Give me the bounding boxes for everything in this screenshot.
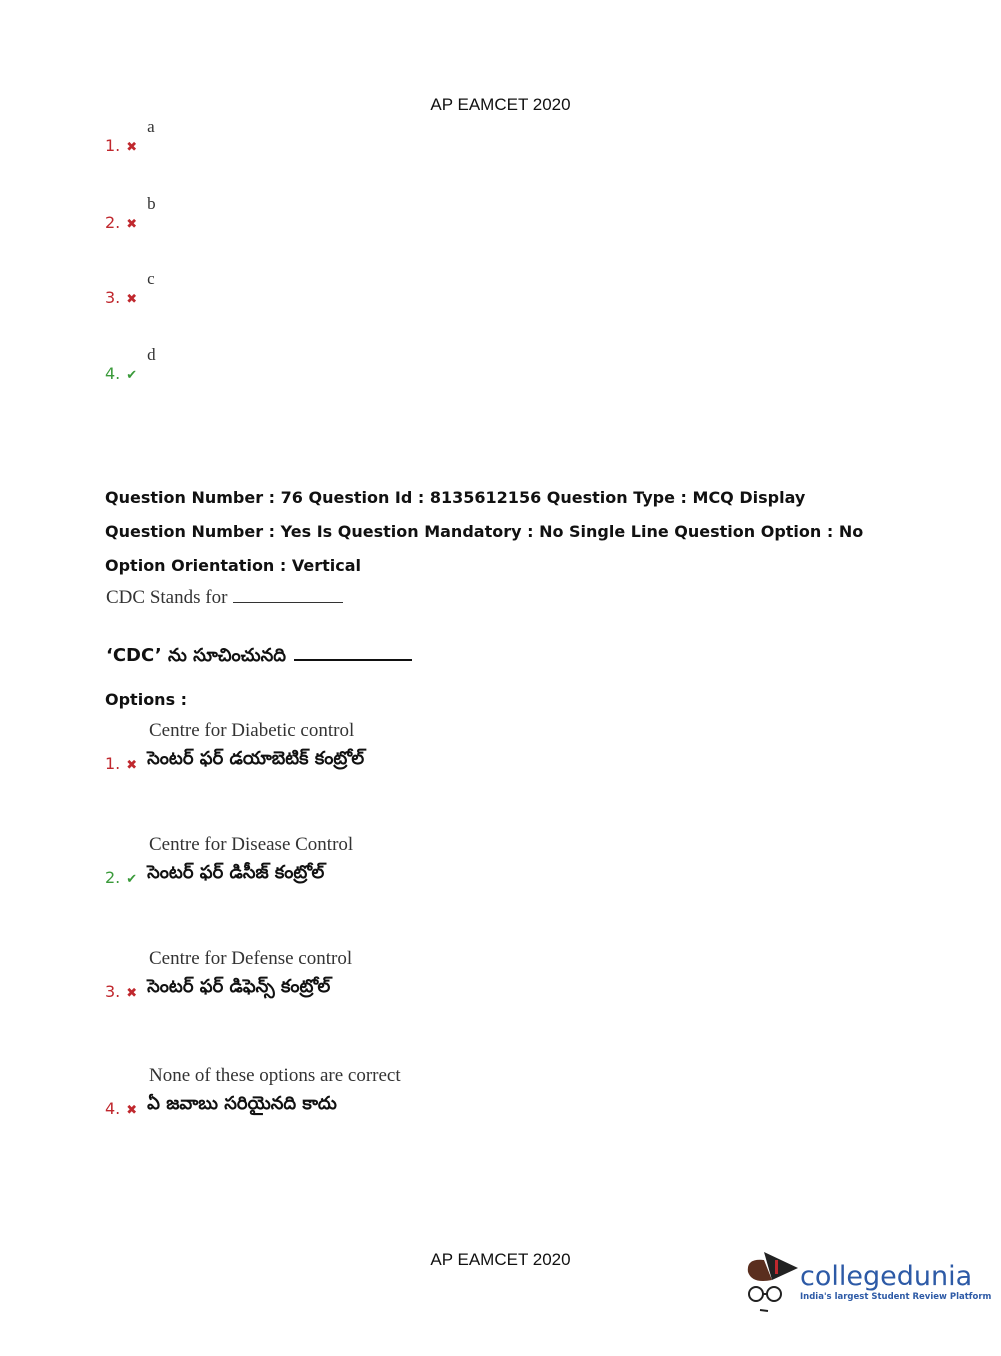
prev-option-1: 1. ✖ a: [105, 117, 155, 155]
cross-icon: ✖: [126, 757, 138, 772]
option-1: Centre for Diabetic control 1. ✖ సెంటర్ ఫర్ డయాబెటిక్ కంట్రోల్: [105, 720, 365, 773]
options-label: Options :: [105, 690, 188, 709]
mascot-icon: [742, 1250, 800, 1312]
page-header: AP EAMCET 2020: [430, 95, 571, 114]
blank-line: [233, 602, 343, 603]
blank-line: [294, 659, 412, 661]
check-icon: ✔: [126, 367, 138, 382]
collegedunia-logo: collegedunia India's largest Student Review Platform: [742, 1250, 991, 1312]
question-meta: Question Number : 76 Question Id : 8135612156 Question Type : MCQ Display Question Number : Yes Is Question Mandatory : No Single Line Question Option : No Option Orientation : Vertical: [105, 488, 864, 575]
question-english: CDC Stands for: [106, 587, 343, 609]
cross-icon: ✖: [126, 291, 138, 306]
page-footer: AP EAMCET 2020: [430, 1250, 571, 1269]
check-icon: ✔: [126, 871, 138, 886]
cross-icon: ✖: [126, 216, 138, 231]
cross-icon: ✖: [126, 985, 138, 1000]
question-telugu: ‘CDC’ ను సూచించునది: [106, 645, 412, 670]
prev-option-3: 3. ✖ c: [105, 269, 155, 307]
option-4: None of these options are correct 4. ✖ ఏ జవాబు సరియైనది కాదు: [105, 1065, 401, 1118]
option-3: Centre for Defense control 3. ✖ సెంటర్ ఫర్ డిఫెన్స్ కంట్రోల్: [105, 948, 353, 1001]
prev-option-4: 4. ✔ d: [105, 345, 156, 383]
prev-option-2: 2. ✖ b: [105, 194, 156, 232]
cross-icon: ✖: [126, 139, 138, 154]
cross-icon: ✖: [126, 1102, 138, 1117]
option-2: Centre for Disease Control 2. ✔ సెంటర్ ఫర్ డిసీజ్ కంట్రోల్: [105, 834, 354, 887]
